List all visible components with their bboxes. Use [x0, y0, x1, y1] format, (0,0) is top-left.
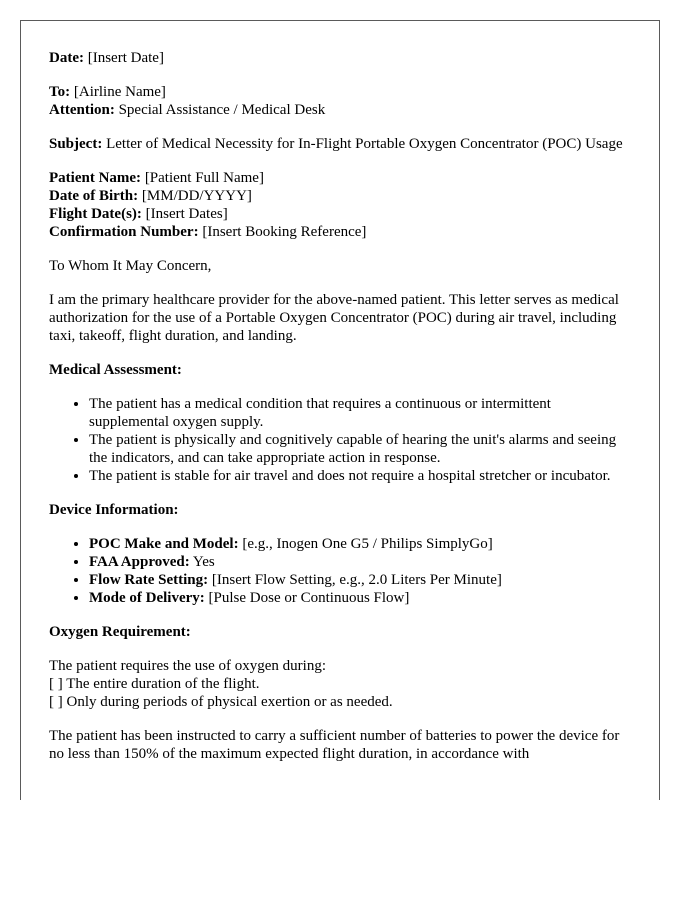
- medical-assessment-heading: Medical Assessment:: [49, 362, 182, 378]
- header-block: [49, 49, 623, 67]
- recipient-block: [49, 83, 623, 119]
- subject-label: Subject:: [49, 136, 103, 152]
- device-item-value: [Pulse Dose or Continuous Flow]: [208, 590, 410, 606]
- attention-value: Special Assistance / Medical Desk: [118, 102, 326, 118]
- attention-line: [49, 101, 623, 119]
- oxygen-requirement-heading: Oxygen Requirement:: [49, 624, 191, 640]
- list-item: [89, 553, 623, 571]
- flight-dates-line: [49, 205, 623, 223]
- device-item-value: Yes: [192, 554, 215, 570]
- device-item-value: [e.g., Inogen One G5 / Philips SimplyGo]: [242, 536, 493, 552]
- device-item-label: FAA Approved:: [89, 554, 190, 570]
- device-item-label: Mode of Delivery:: [89, 590, 205, 606]
- list-item: • The patient is stable for air travel and does not require a hospital stretcher or incubator.: [89, 467, 623, 485]
- dob-value: [MM/DD/YYYY]: [141, 188, 252, 204]
- device-item-value: [Insert Flow Setting, e.g., 2.0 Liters Per Minute]: [211, 572, 502, 588]
- patient-name-label: Patient Name:: [49, 170, 142, 186]
- oxygen-option-as-needed: [ ] Only during periods of physical exertion or as needed.: [49, 694, 393, 710]
- batteries-paragraph: The patient has been instructed to carry a sufficient number of batteries to power the device for no less than 150% of the maximum expected flight duration, in accordance with: [49, 728, 620, 762]
- intro-paragraph: I am the primary healthcare provider for the above-named patient. This letter serves as medical authorization for the use of a Portable Oxygen Concentrator (POC) during air travel, including taxi, takeoff, flight duration, and landing.: [49, 292, 619, 344]
- list-item: • The patient is physically and cognitively capable of hearing the unit's alarms and seeing the indicators, and can take appropriate action in response.: [89, 431, 623, 467]
- date-line: [49, 49, 623, 67]
- subject-value: Letter of Medical Necessity for In-Flight Portable Oxygen Concentrator (POC) Usage: [106, 136, 623, 152]
- patient-name-value: [Patient Full Name]: [144, 170, 264, 186]
- subject-block: [49, 135, 623, 153]
- confirmation-value: [Insert Booking Reference]: [202, 224, 367, 240]
- dob-label: Date of Birth:: [49, 188, 139, 204]
- list-item: [89, 589, 623, 607]
- to-value: [Airline Name]: [73, 84, 166, 100]
- date-value: [Insert Date]: [87, 50, 164, 66]
- list-item: • The patient has a medical condition that requires a continuous or intermittent supplemental oxygen supply.: [89, 395, 623, 431]
- to-line: [49, 83, 623, 101]
- patient-block: [49, 169, 623, 241]
- device-information-heading: Device Information:: [49, 502, 179, 518]
- dob-line: [49, 187, 623, 205]
- device-item-label: POC Make and Model:: [89, 536, 239, 552]
- medical-assessment-list: [49, 395, 623, 485]
- confirmation-label: Confirmation Number:: [49, 224, 199, 240]
- salutation: To Whom It May Concern,: [49, 258, 212, 274]
- list-item: [89, 535, 623, 553]
- patient-name-line: [49, 169, 623, 187]
- oxygen-requirement-intro: The patient requires the use of oxygen during:: [49, 658, 327, 674]
- list-item: [89, 571, 623, 589]
- letter-content: [49, 49, 623, 779]
- device-item-label: Flow Rate Setting:: [89, 572, 209, 588]
- flight-dates-value: [Insert Dates]: [145, 206, 228, 222]
- letter-page: [20, 20, 660, 800]
- date-label: Date:: [49, 50, 84, 66]
- attention-label: Attention:: [49, 102, 115, 118]
- oxygen-requirement-block: [49, 657, 623, 711]
- device-information-list: [49, 535, 623, 607]
- oxygen-option-entire-flight: [ ] The entire duration of the flight.: [49, 676, 260, 692]
- flight-dates-label: Flight Date(s):: [49, 206, 142, 222]
- to-label: To:: [49, 84, 71, 100]
- confirmation-line: [49, 223, 623, 241]
